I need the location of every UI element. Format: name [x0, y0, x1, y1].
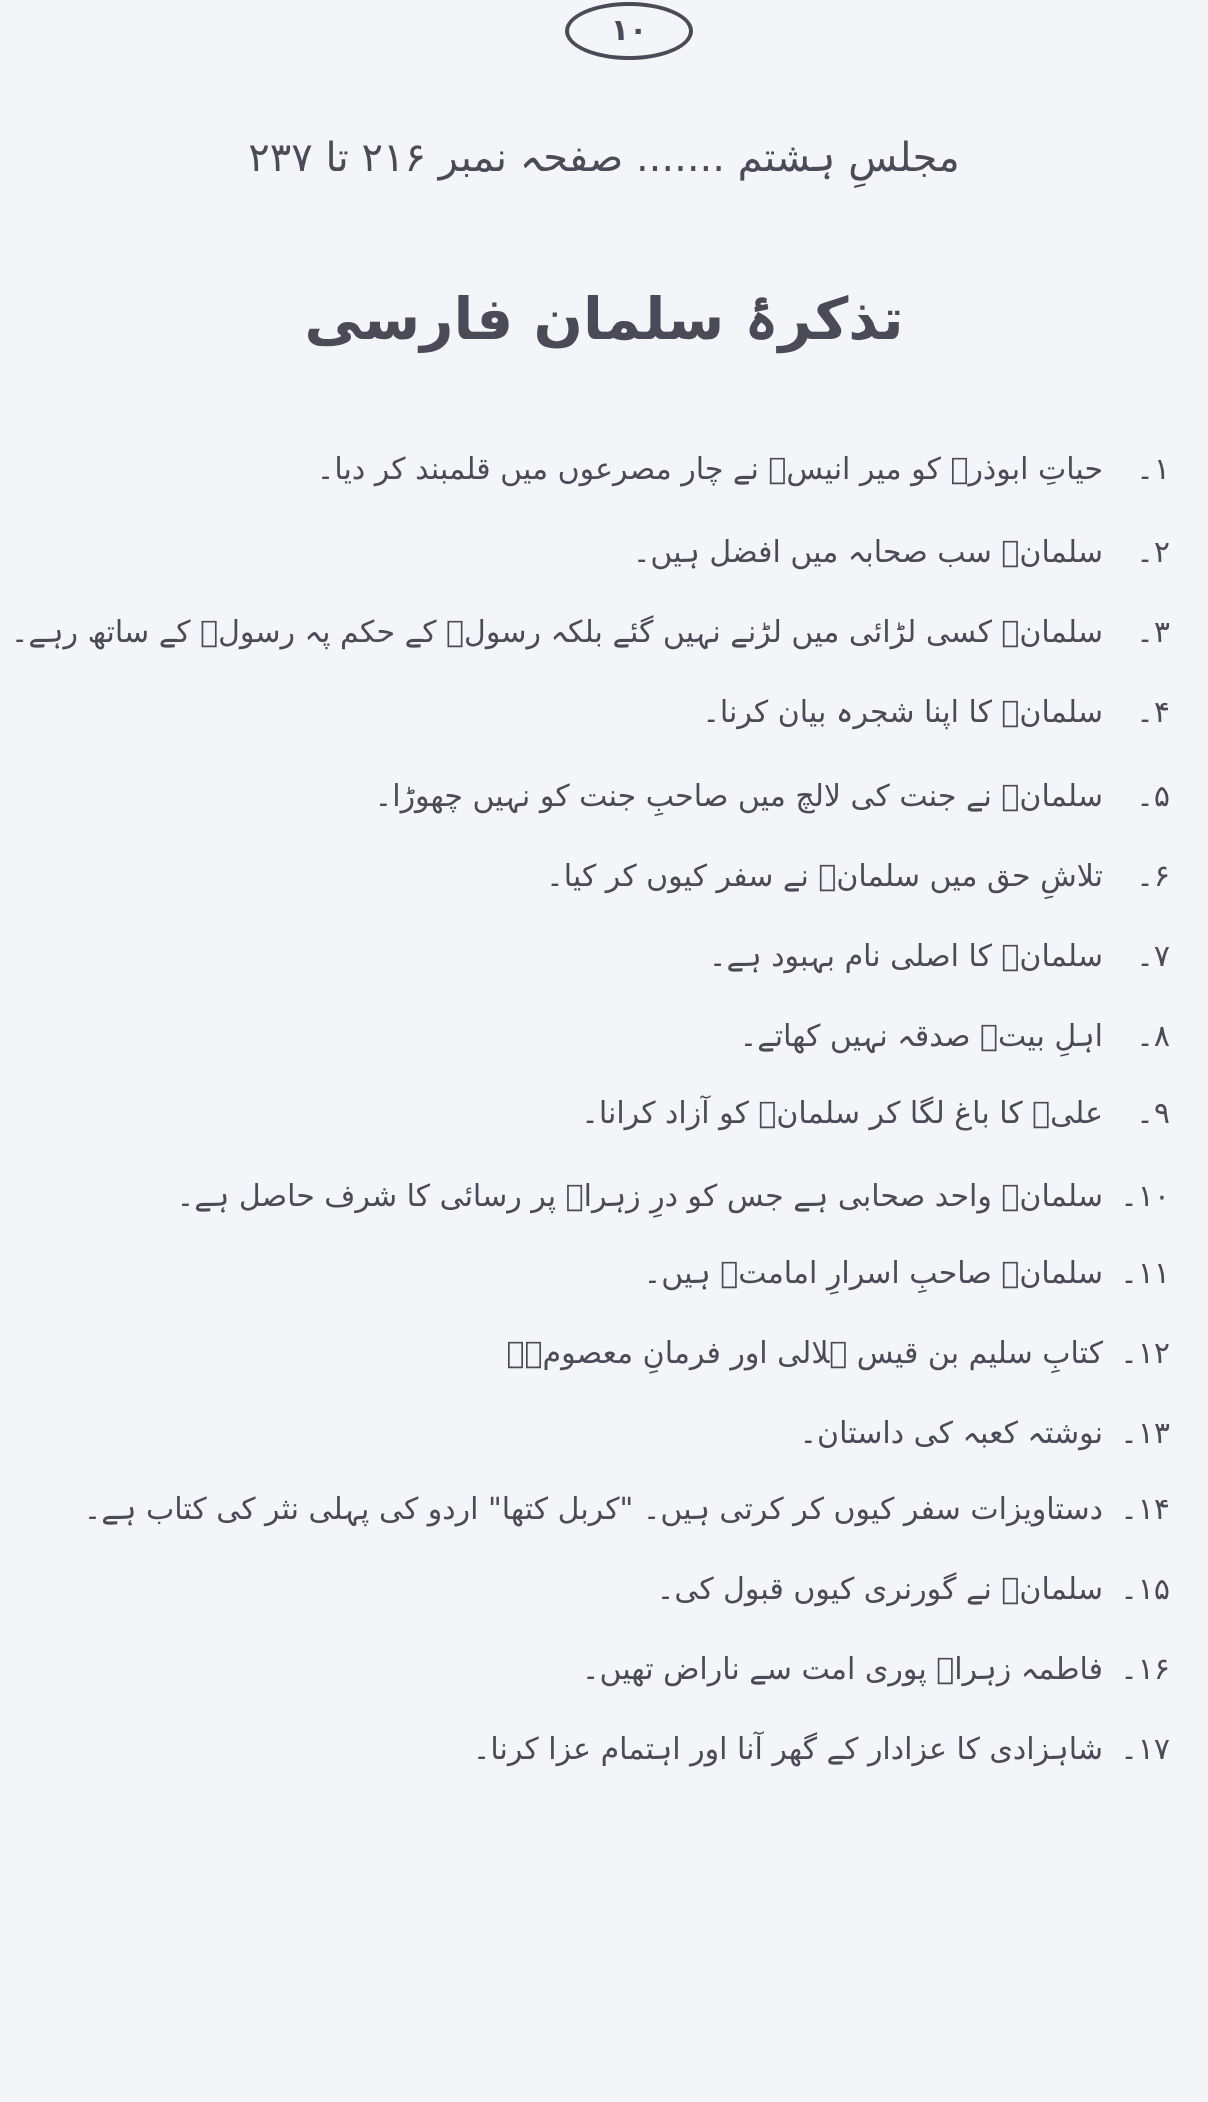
item-text: سلمانؑ کسی لڑائی میں لڑنے نہیں گئے بلکہ رسولؐ کے حکم پہ رسولؐ کے ساتھ رہے۔: [10, 615, 1103, 650]
item-number: ۲۔: [1136, 535, 1170, 570]
item-text: سلمانؑ نے جنت کی لالچ میں صاحبِ جنت کو نہیں چھوڑا۔: [374, 779, 1103, 814]
list-item: [10, 450, 1198, 490]
item-text: کتابِ سلیم بن قیس ہلالی اور فرمانِ معصومؑ۔: [506, 1336, 1103, 1371]
item-text: حیاتِ ابوذرؑ کو میر انیسؔ نے چار مصرعوں میں قلمبند کر دیا۔: [316, 452, 1103, 487]
item-text: علیؑ کا باغ لگا کر سلمانؑ کو آزاد کرانا۔: [581, 1096, 1103, 1131]
list-item: [10, 1730, 1198, 1770]
list-item: [10, 533, 1198, 573]
page-number: ۱۰: [565, 2, 693, 60]
item-text: سلمانؑ سب صحابہ میں افضل ہیں۔: [632, 535, 1103, 570]
list-item: [10, 1017, 1198, 1057]
item-text: سلمانؑ نے گورنری کیوں قبول کی۔: [656, 1572, 1103, 1607]
list-item: [10, 693, 1198, 733]
item-number: ۸۔: [1136, 1019, 1170, 1054]
list-item: [10, 1490, 1198, 1530]
item-number: ۱۳۔: [1120, 1416, 1170, 1451]
item-number: ۱۴۔: [1120, 1492, 1170, 1527]
item-text: فاطمہ زہراؑ پوری امت سے ناراض تھیں۔: [581, 1652, 1103, 1687]
item-number: ۱۵۔: [1120, 1572, 1170, 1607]
item-text: سلمانؑ کا اصلی نام بہبود ہے۔: [708, 939, 1103, 974]
item-number: ۷۔: [1136, 939, 1170, 974]
item-text: سلمانؑ واحد صحابی ہے جس کو درِ زہراؑ پر رسائی کا شرف حاصل ہے۔: [176, 1179, 1103, 1214]
item-number: ۵۔: [1136, 779, 1170, 814]
item-number: ۱۔: [1136, 452, 1170, 487]
list-item: [10, 1650, 1198, 1690]
item-number: ۱۲۔: [1120, 1336, 1170, 1371]
list-item: [10, 1254, 1198, 1294]
list-item: [10, 613, 1198, 653]
list-item: [10, 1570, 1198, 1610]
item-text: تلاشِ حق میں سلمانؑ نے سفر کیوں کر کیا۔: [546, 859, 1103, 894]
page-title: تذکرۂ سلمان فارسی: [304, 285, 904, 353]
list-item: [10, 1177, 1198, 1217]
item-text: سلمانؑ کا اپنا شجرہ بیان کرنا۔: [702, 695, 1103, 730]
item-text: دستاویزات سفر کیوں کر کرتی ہیں۔ "کربل کتھا" اردو کی پہلی نثر کی کتاب ہے۔: [83, 1492, 1103, 1527]
session-heading: مجلسِ ہشتم ....... صفحہ نمبر ۲۱۶ تا ۲۳۷: [248, 135, 960, 181]
list-item: [10, 1414, 1198, 1454]
list-item: [10, 937, 1198, 977]
item-number: ۱۶۔: [1120, 1652, 1170, 1687]
item-text: اہلِ بیتؑ صدقہ نہیں کھاتے۔: [739, 1019, 1103, 1054]
item-number: ۱۰۔: [1120, 1179, 1170, 1214]
item-text: شاہزادی کا عزادار کے گھر آنا اور اہتمام عزا کرنا۔: [472, 1732, 1103, 1767]
item-number: ۹۔: [1136, 1096, 1170, 1131]
item-text: سلمانؑ صاحبِ اسرارِ امامتؑ ہیں۔: [643, 1256, 1103, 1291]
list-item: [10, 1094, 1198, 1134]
list-item: [10, 777, 1198, 817]
list-item: [10, 1334, 1198, 1374]
list-item: [10, 857, 1198, 897]
item-text: نوشتہ کعبہ کی داستان۔: [799, 1416, 1103, 1451]
item-number: ۱۱۔: [1120, 1256, 1170, 1291]
item-number: ۳۔: [1136, 615, 1170, 650]
item-number: ۱۷۔: [1120, 1732, 1170, 1767]
item-number: ۴۔: [1136, 695, 1170, 730]
item-number: ۶۔: [1136, 859, 1170, 894]
